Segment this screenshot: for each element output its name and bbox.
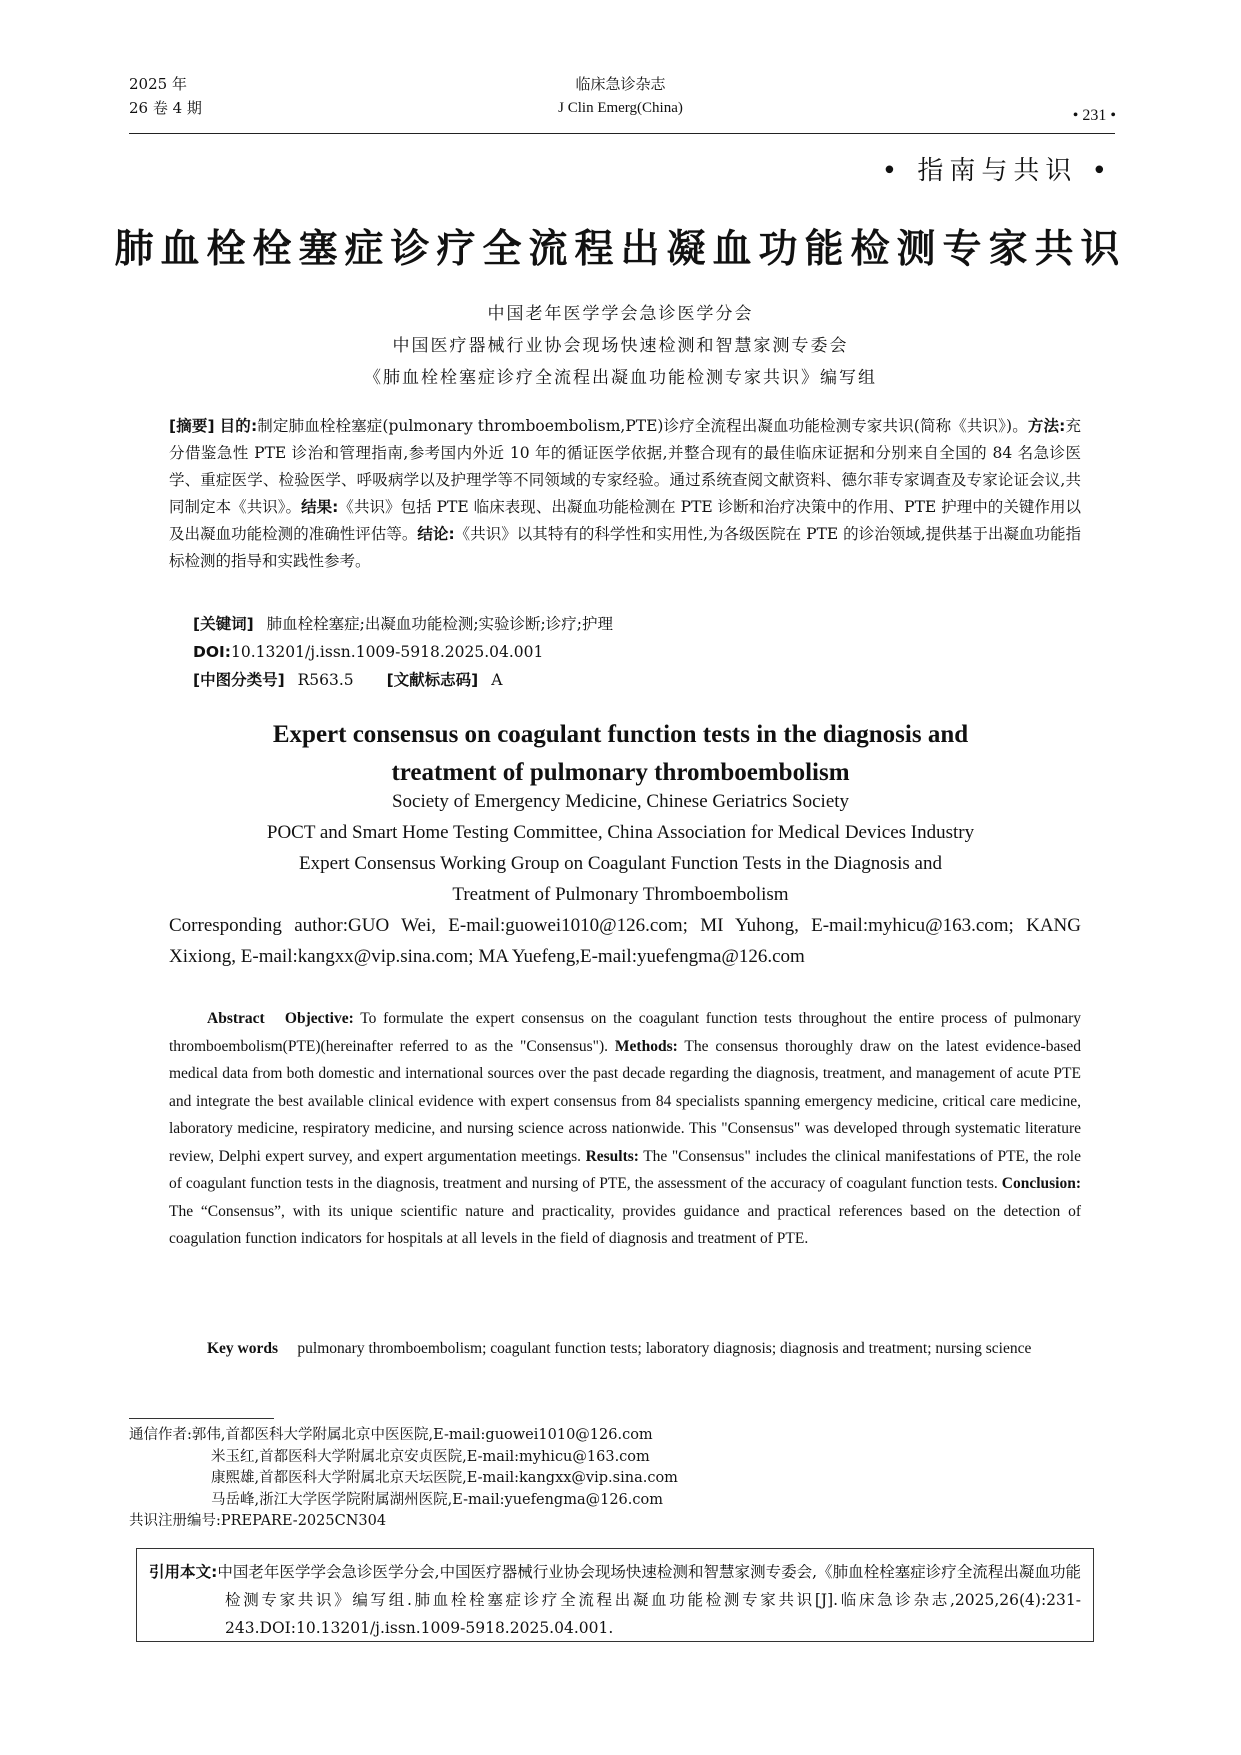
citation-text-block (149, 1558, 1081, 1642)
author-cn-line: 中国医疗器械行业协会现场快速检测和智慧家测专委会 (392, 336, 849, 356)
footnote-corr-label: 通信作者: (129, 1427, 192, 1443)
header-page-number: • 231 • (1072, 107, 1116, 124)
keywords-cn (193, 612, 613, 636)
author-en-line: Treatment of Pulmonary Thromboembolism (452, 884, 789, 905)
doi-text: 10.13201/j.issn.1009-5918.2025.04.001 (231, 643, 544, 661)
objective-en-text: To formulate the expert consensus on the coagulant function tests throughout the entire process of pulmonary thromboembolism(PTE)(hereinafter referred to as the "Consensus"). (169, 1010, 1081, 1055)
objective-en-label: Objective: (284, 1010, 354, 1027)
keywords-cn-text: 肺血栓栓塞症;出凝血功能检测;实验诊断;诊疗;护理 (266, 615, 613, 633)
abstract-cn (169, 413, 1081, 575)
abstract-en-label: Abstract (207, 1010, 265, 1027)
author-cn-line: 中国老年医学学会急诊医学分会 (487, 304, 754, 324)
title-en (0, 716, 1241, 792)
doi-line (193, 640, 543, 664)
footnote-rule (129, 1418, 274, 1419)
author-en-line: POCT and Smart Home Testing Committee, China Association for Medical Devices Industry (266, 822, 975, 843)
results-en-label: Results: (585, 1147, 639, 1165)
footnote-author: 米玉红,首都医科大学附属北京安贞医院,E-mail:myhicu@163.com (211, 1448, 650, 1465)
footnote-author: 郭伟,首都医科大学附属北京中医医院,E-mail:guowei1010@126.com (191, 1427, 653, 1443)
abstract-en (169, 1005, 1081, 1253)
header-volume-issue: 26 卷 4 期 (129, 99, 202, 117)
citation-label: 引用本文: (149, 1563, 218, 1581)
keywords-en-label: Key words (207, 1340, 279, 1357)
methods-label: 方法: (1027, 417, 1066, 435)
conclusion-en-label: Conclusion: (1001, 1175, 1081, 1192)
title-en-line: Expert consensus on coagulant function tests in the diagnosis and (272, 721, 969, 748)
classification-line (193, 668, 502, 692)
footnote-registration: 共识注册编号:PREPARE-2025CN304 (129, 1513, 387, 1529)
keywords-en-text: pulmonary thromboembolism; coagulant function tests; laboratory diagnosis; diagnosis and treatment; nursing science (297, 1340, 1032, 1357)
header-rule (129, 133, 1115, 134)
doi-label: DOI: (193, 643, 232, 661)
keywords-en (169, 1335, 1081, 1363)
citation-text: 中国老年医学学会急诊医学分会,中国医疗器械行业协会现场快速检测和智慧家测专委会,《肺血栓栓塞症诊疗全流程出凝血功能检测专家共识》编写组.肺血栓栓塞症诊疗全流程出凝血功能检测专家共识[J].临床急诊杂志,2025,26(4):231-243.DOI:10.13201/j.issn.1009-5918.2025.04.001. (217, 1563, 1081, 1637)
footnote-author: 康熙雄,首都医科大学附属北京天坛医院,E-mail:kangxx@vip.sina.com (211, 1470, 678, 1486)
objective-text: 制定肺血栓栓塞症(pulmonary thromboembolism,PTE)诊疗全流程出凝血功能检测专家共识(简称《共识》)。 (257, 417, 1028, 435)
column-tag: • 指南与共识 • (881, 156, 1113, 186)
methods-en-label: Methods: (614, 1037, 678, 1055)
conclusion-en-text: The “Consensus”, with its unique scientific nature and practicality, provides guidance and practical references based on the detection of coagulation function indicators for hospitals at all levels in the field of diagnosis and treatment of PTE. (169, 1202, 1081, 1247)
header-journal-cn: 临床急诊杂志 (575, 75, 666, 93)
author-en-line: Society of Emergency Medicine, Chinese Geriatrics Society (391, 791, 850, 812)
header-year: 2025 年 (129, 75, 187, 93)
footnote-author: 马岳峰,浙江大学医学院附属湖州医院,E-mail:yuefengma@126.com (211, 1491, 663, 1508)
classification-label: [中图分类号] (193, 671, 285, 689)
classification-value: R563.5 (297, 671, 354, 689)
doc-code-label: [文献标志码] (386, 671, 479, 689)
citation-box (136, 1548, 1094, 1642)
keywords-cn-label: [关键词] (193, 615, 254, 633)
corresponding-author-en: Corresponding author:GUO Wei, E-mail:guowei1010@126.com; MI Yuhong, E-mail:myhicu@163.com; KANG Xixiong, E-mail:kangxx@vip.sina.com; MA Yuefeng,E-mail:yuefengma@126.com (169, 915, 1081, 967)
results-text: 《共识》包括 PTE 临床表现、出凝血功能检测在 PTE 诊断和治疗决策中的作用、PTE 护理中的关键作用以及出凝血功能检测的准确性评估等。 (169, 498, 1081, 543)
authors-cn (0, 298, 1241, 394)
footnotes (129, 1425, 678, 1533)
header-journal-en: J Clin Emerg(China) (558, 100, 683, 116)
conclusion-label: 结论: (417, 525, 455, 543)
title-en-line: treatment of pulmonary thromboembolism (391, 759, 850, 786)
results-label: 结果: (301, 498, 339, 516)
header-center (0, 72, 1241, 120)
author-cn-line: 《肺血栓栓塞症诊疗全流程出凝血功能检测专家共识》编写组 (364, 368, 877, 388)
author-en-line: Expert Consensus Working Group on Coagulant Function Tests in the Diagnosis and (299, 853, 942, 874)
conclusion-text: 《共识》以其特有的科学性和实用性,为各级医院在 PTE 的诊治领域,提供基于出凝血功能指标检测的指导和实践性参考。 (169, 525, 1081, 570)
doc-code-value: A (491, 671, 503, 689)
results-en-text: The "Consensus" includes the clinical manifestations of PTE, the role of coagulant function tests in the diagnosis, treatment and nursing of PTE, the assessment of the accuracy of coagulant function tests. (169, 1147, 1081, 1192)
abstract-cn-label: [摘要] (169, 417, 215, 435)
title-cn: 肺血栓栓塞症诊疗全流程出凝血功能检测专家共识 (114, 227, 1127, 272)
methods-text: 充分借鉴急性 PTE 诊治和管理指南,参考国内外近 10 年的循证医学依据,并整合现有的最佳临床证据和分别来自全国的 84 名急诊医学、重症医学、检验医学、呼吸病学以及护理学等不同领域的专家经验。通过系统查阅文献资料、德尔菲专家调查及专家论证会议,共同制定本《共识》。 (169, 417, 1081, 516)
authors-en (0, 786, 1241, 910)
methods-en-text: The consensus thoroughly draw on the latest evidence-based medical data from both domestic and international sources over the past decade regarding the diagnosis, treatment, and management of acute PTE and integrate the best available clinical evidence with expert consensus from 84 specialists spanning emergency medicine, critical care medicine, laboratory medicine, respiratory medicine, and nursing science across nationwide. This "Consensus" was developed through systematic literature review, Delphi expert survey, and expert argumentation meetings. (169, 1037, 1081, 1165)
footnote-author-row (129, 1425, 678, 1447)
objective-label: 目的: (219, 417, 258, 435)
